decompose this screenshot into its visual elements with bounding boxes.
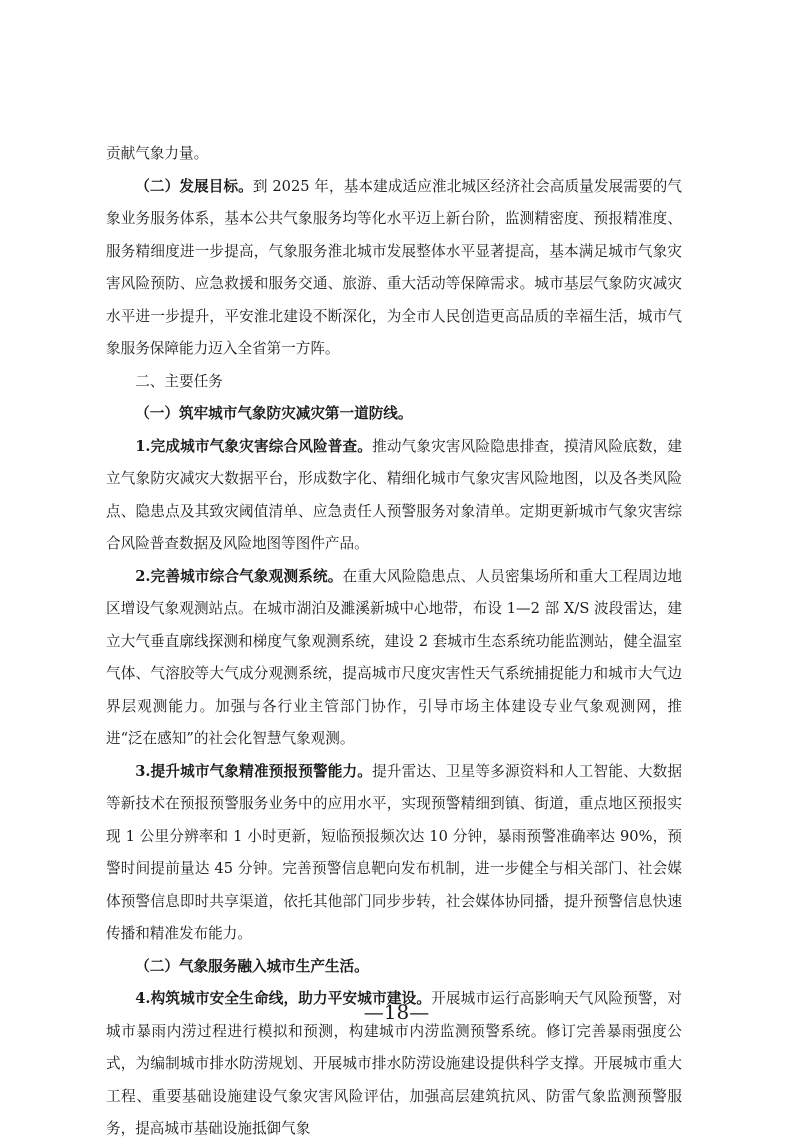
paragraph-task-1 (106, 431, 682, 561)
paragraph-development-goals (106, 171, 682, 366)
paragraph-text: 贡献气象力量。 (106, 145, 209, 162)
paragraph-text: 推动气象灾害风险隐患排查，摸清风险底数，建立气象防灾减灾大数据平台，形成数字化、精细化城市气象灾害风险地图，以及各类风险点、隐患点及其致灾阈值清单、应急责任人预警服务对象清单。定期更新城市气象灾害综合风险普查数据及风险地图等图件产品。 (106, 437, 682, 552)
paragraph-continuation (106, 138, 682, 171)
paragraph-lead: 1.完成城市气象灾害综合风险普查。 (135, 437, 373, 455)
paragraph-text: 开展城市运行高影响天气风险预警，对城市暴雨内涝过程进行模拟和预测，构建城市内涝监测预警系统。修订完善暴雨强度公式，为编制城市排水防涝规划、开展城市排水防涝设施建设提供科学支撑。开展城市重大工程、重要基础设施建设气象灾害风险评估，加强高层建筑抗风、防雷气象监测预警服务，提高城市基础设施抵御气象 (106, 990, 682, 1137)
paragraph-text: 到 2025 年，基本建成适应淮北城区经济社会高质量发展需要的气象业务服务体系，基本公共气象服务均等化水平迈上新台阶，监测精密度、预报精准度、服务精细度进一步提高，气象服务淮北城市发展整体水平显著提高，基本满足城市气象灾害风险预防、应急救援和服务交通、旅游、重大活动等保障需求。城市基层气象防灾减灾水平进一步提升，平安淮北建设不断深化，为全市人民创造更高品质的幸福生活，城市气象服务保障能力迈入全省第一方阵。 (106, 177, 682, 357)
paragraph-text: 在重大风险隐患点、人员密集场所和重大工程周边地区增设气象观测站点。在城市湖泊及濉溪新城中心地带，布设 1—2 部 X/S 波段雷达，建立大气垂直廓线探测和梯度气象观测系统，建设 2 套城市生态系统功能监测站，健全温室气体、气溶胶等大气成分观测系统，提高城市尺度灾害性天气系统捕捉能力和城市大气边界层观测能力。加强与各行业主管部门协作，引导市场主体建设专业气象观测网，推进“泛在感知”的社会化智慧气象观测。 (106, 567, 682, 747)
page-number: —18— (363, 1000, 430, 1024)
subsection-heading-city-life (106, 951, 682, 984)
paragraph-task-2 (106, 561, 682, 756)
heading-text: （一）筑牢城市气象防灾减灾第一道防线。 (135, 405, 413, 422)
heading-text: 二、主要任务 (135, 372, 223, 390)
paragraph-lead: 2.完善城市综合气象观测系统。 (135, 567, 343, 585)
heading-text: （二）气象服务融入城市生产生活。 (135, 957, 369, 975)
paragraph-task-3 (106, 756, 682, 951)
subsection-heading-disaster-defense (106, 398, 682, 431)
paragraph-lead: 4.构筑城市安全生命线，助力平安城市建设。 (135, 990, 432, 1007)
paragraph-lead: （二）发展目标。 (135, 177, 253, 195)
document-body (106, 138, 682, 1146)
paragraph-lead: 3.提升城市气象精准预报预警能力。 (135, 762, 373, 780)
section-heading-main-tasks (106, 366, 682, 399)
paragraph-text: 提升雷达、卫星等多源资料和人工智能、大数据等新技术在预报预警服务业务中的应用水平，实现预警精细到镇、街道，重点地区预报实现 1 公里分辨率和 1 小时更新，短临预报频次达 10 分钟，暴雨预警准确率达 90%，预警时间提前量达 45 分钟。完善预警信息靶向发布机制，进一步健全与相关部门、社会媒体预警信息即时共享渠道，依托其他部门同步步转，社会媒体协同播，提升预警信息快速传播和精准发布能力。 (106, 762, 682, 942)
